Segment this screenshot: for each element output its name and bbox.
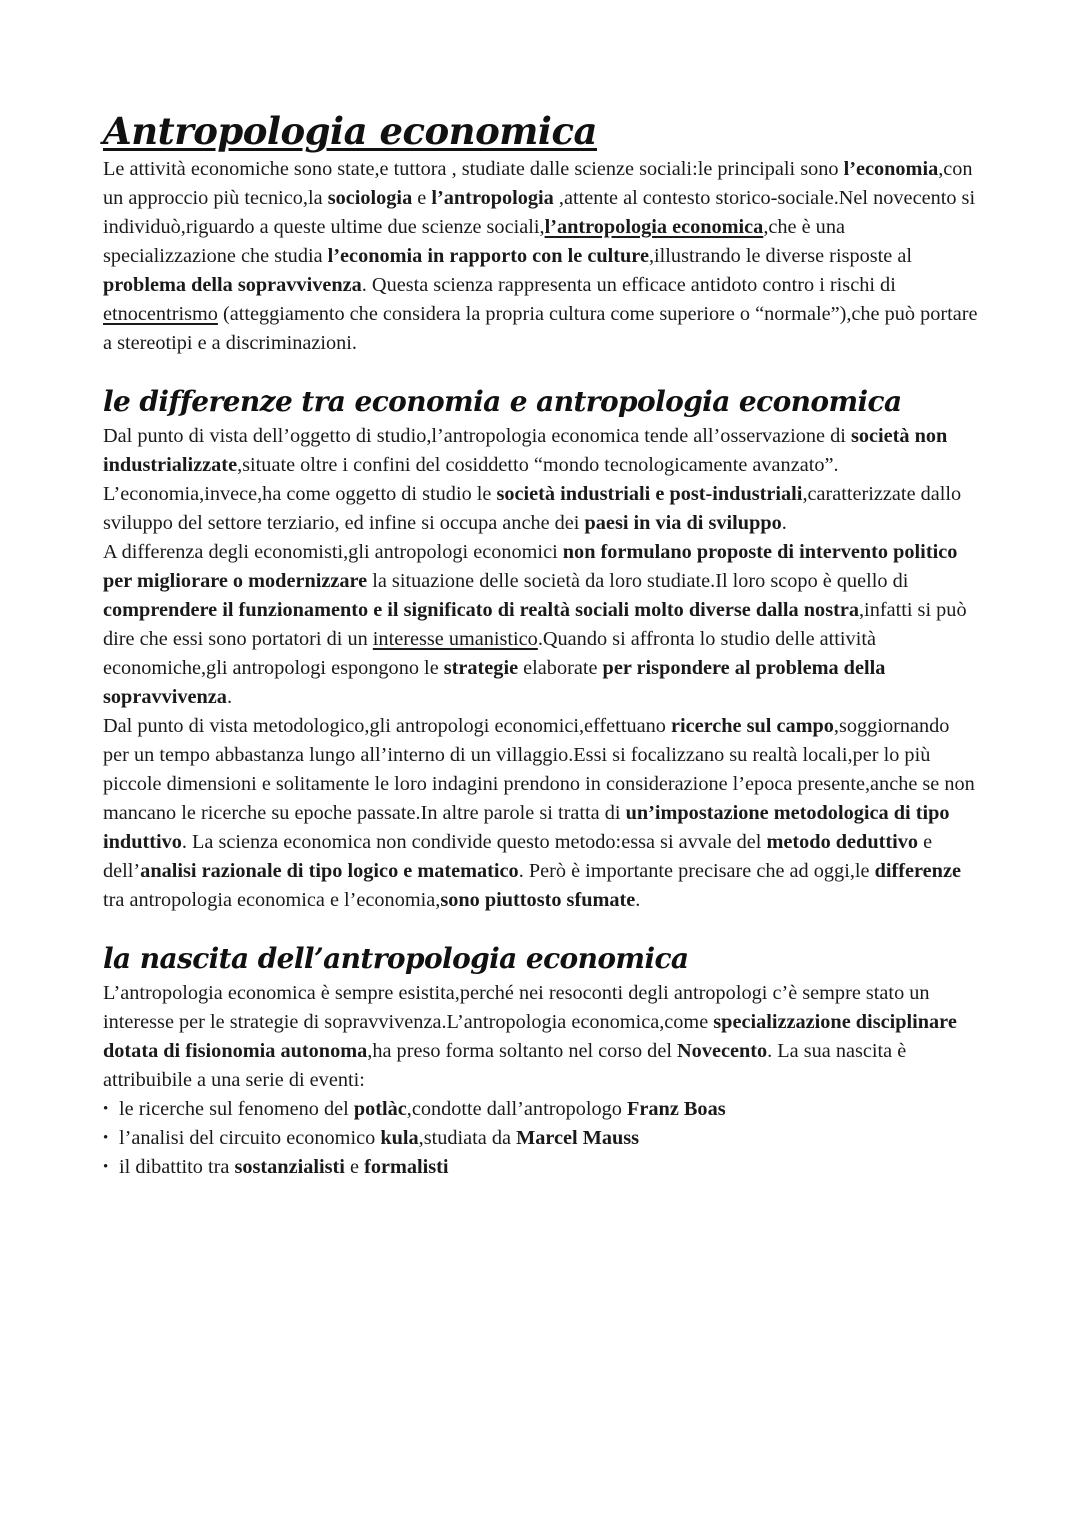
- bold-text: l’antropologia: [431, 187, 554, 209]
- section-nascita: [103, 939, 980, 1182]
- bold-text: strategie: [443, 657, 519, 679]
- bold-text: sociologia: [327, 187, 413, 209]
- bold-text: l’economia: [843, 158, 939, 180]
- list-item: • l’analisi del circuito economico kula,studiata da Marcel Mauss: [103, 1124, 980, 1153]
- bold-underlined-text: l’antropologia economica: [544, 216, 764, 238]
- bold-text: potlàc: [353, 1098, 407, 1120]
- list-item: • le ricerche sul fenomeno del potlàc,condotte dall’antropologo Franz Boas: [103, 1095, 980, 1124]
- bold-text: sono piuttosto sfumate: [440, 889, 636, 911]
- bold-text: metodo deduttivo: [766, 831, 919, 853]
- section-intro: [103, 155, 980, 358]
- bold-text: specializzazione disciplinare dotata di fisionomia autonoma: [103, 1011, 957, 1062]
- bold-text: per rispondere al problema della sopravvivenza: [103, 657, 886, 708]
- bold-text: l’economia in rapporto con le culture: [327, 245, 649, 267]
- underlined-text: etnocentrismo: [103, 303, 218, 325]
- bold-text: un’impostazione metodologica di tipo induttivo: [103, 802, 950, 853]
- paragraph: L’antropologia economica è sempre esistita,perché nei resoconti degli antropologi c’è sempre stato un interesse per le strategie di sopravvivenza.L’antropologia economica,come specializzazione disciplinare dotata di fisionomia autonoma,ha preso forma soltanto nel corso del Novecento. La sua nascita è attribuibile a una serie di eventi:: [103, 982, 957, 1091]
- section-heading: le differenze tra economia e antropologia economica: [103, 385, 902, 418]
- paragraph: Le attività economiche sono state,e tuttora , studiate dalle scienze sociali:le principali sono l’economia,con un approccio più tecnico,la sociologia e l’antropologia ,attente al contesto storico-sociale.Nel novecento si individuò,riguardo a queste ultime due scienze sociali,l’antropologia economica,che è una specializzazione che studia l’economia in rapporto con le culture,illustrando le diverse risposte al problema della sopravvivenza. Questa scienza rappresenta un efficace antidoto contro i rischi di etnocentrismo (atteggiamento che considera la propria cultura come superiore o “normale”),che può portare a stereotipi e a discriminazioni.: [103, 158, 978, 354]
- section-differenze: [103, 382, 980, 915]
- list-item: • il dibattito tra sostanzialisti e formalisti: [103, 1153, 980, 1182]
- bold-text: Novecento: [677, 1040, 768, 1062]
- bold-text: paesi in via di sviluppo: [584, 512, 782, 534]
- bold-text: differenze: [874, 860, 961, 882]
- paragraph: A differenza degli economisti,gli antropologi economici non formulano proposte di intervento politico per migliorare o modernizzare la situazione delle società da loro studiate.Il loro scopo è quello di comprendere il funzionamento e il significato di realtà sociali molto diverse dalla nostra,infatti si può dire che essi sono portatori di un interesse umanistico.Quando si affronta lo studio delle attività economiche,gli antropologi espongono le strategie elaborate per rispondere al problema della sopravvivenza.: [103, 541, 967, 708]
- bold-text: non formulano proposte di intervento politico per migliorare o modernizzare: [103, 541, 958, 592]
- section-heading: la nascita dell’antropologia economica: [103, 942, 689, 975]
- bullet-list: [103, 1095, 980, 1182]
- underlined-text: interesse umanistico: [372, 628, 538, 650]
- bold-text: formalisti: [364, 1156, 449, 1178]
- bold-text: problema della sopravvivenza: [103, 274, 362, 296]
- paragraph: Dal punto di vista dell’oggetto di studio,l’antropologia economica tende all’osservazione di società non industrializzate,situate oltre i confini del cosiddetto “mondo tecnologicamente avanzato”. L’economia,invece,ha come oggetto di studio le società industriali e post-industriali,caratterizzate dallo sviluppo del settore terziario, ed infine si occupa anche dei paesi in via di sviluppo.: [103, 425, 962, 534]
- paragraph: Dal punto di vista metodologico,gli antropologi economici,effettuano ricerche sul campo,soggiornando per un tempo abbastanza lungo all’interno di un villaggio.Essi si focalizzano su realtà locali,per lo più piccole dimensioni e solitamente le loro indagini prendono in considerazione l’epoca presente,anche se non mancano le ricerche su epoche passate.In altre parole si tratta di un’impostazione metodologica di tipo induttivo. La scienza economica non condivide questo metodo:essa si avvale del metodo deduttivo e dell’analisi razionale di tipo logico e matematico. Però è importante precisare che ad oggi,le differenze tra antropologia economica e l’economia,sono piuttosto sfumate.: [103, 715, 975, 911]
- bold-text: comprendere il funzionamento e il significato di realtà sociali molto diverse dalla nostra: [103, 599, 859, 621]
- bold-text: Marcel Mauss: [516, 1127, 640, 1149]
- bold-text: analisi razionale di tipo logico e matematico: [140, 860, 519, 882]
- bold-text: sostanzialisti: [234, 1156, 345, 1178]
- bold-text: ricerche sul campo: [670, 715, 834, 737]
- bold-text: kula: [380, 1127, 419, 1149]
- page-title: Antropologia economica: [103, 109, 597, 153]
- bold-text: società non industrializzate: [103, 425, 948, 476]
- bold-text: società industriali e post-industriali: [496, 483, 803, 505]
- bold-text: Franz Boas: [627, 1098, 726, 1120]
